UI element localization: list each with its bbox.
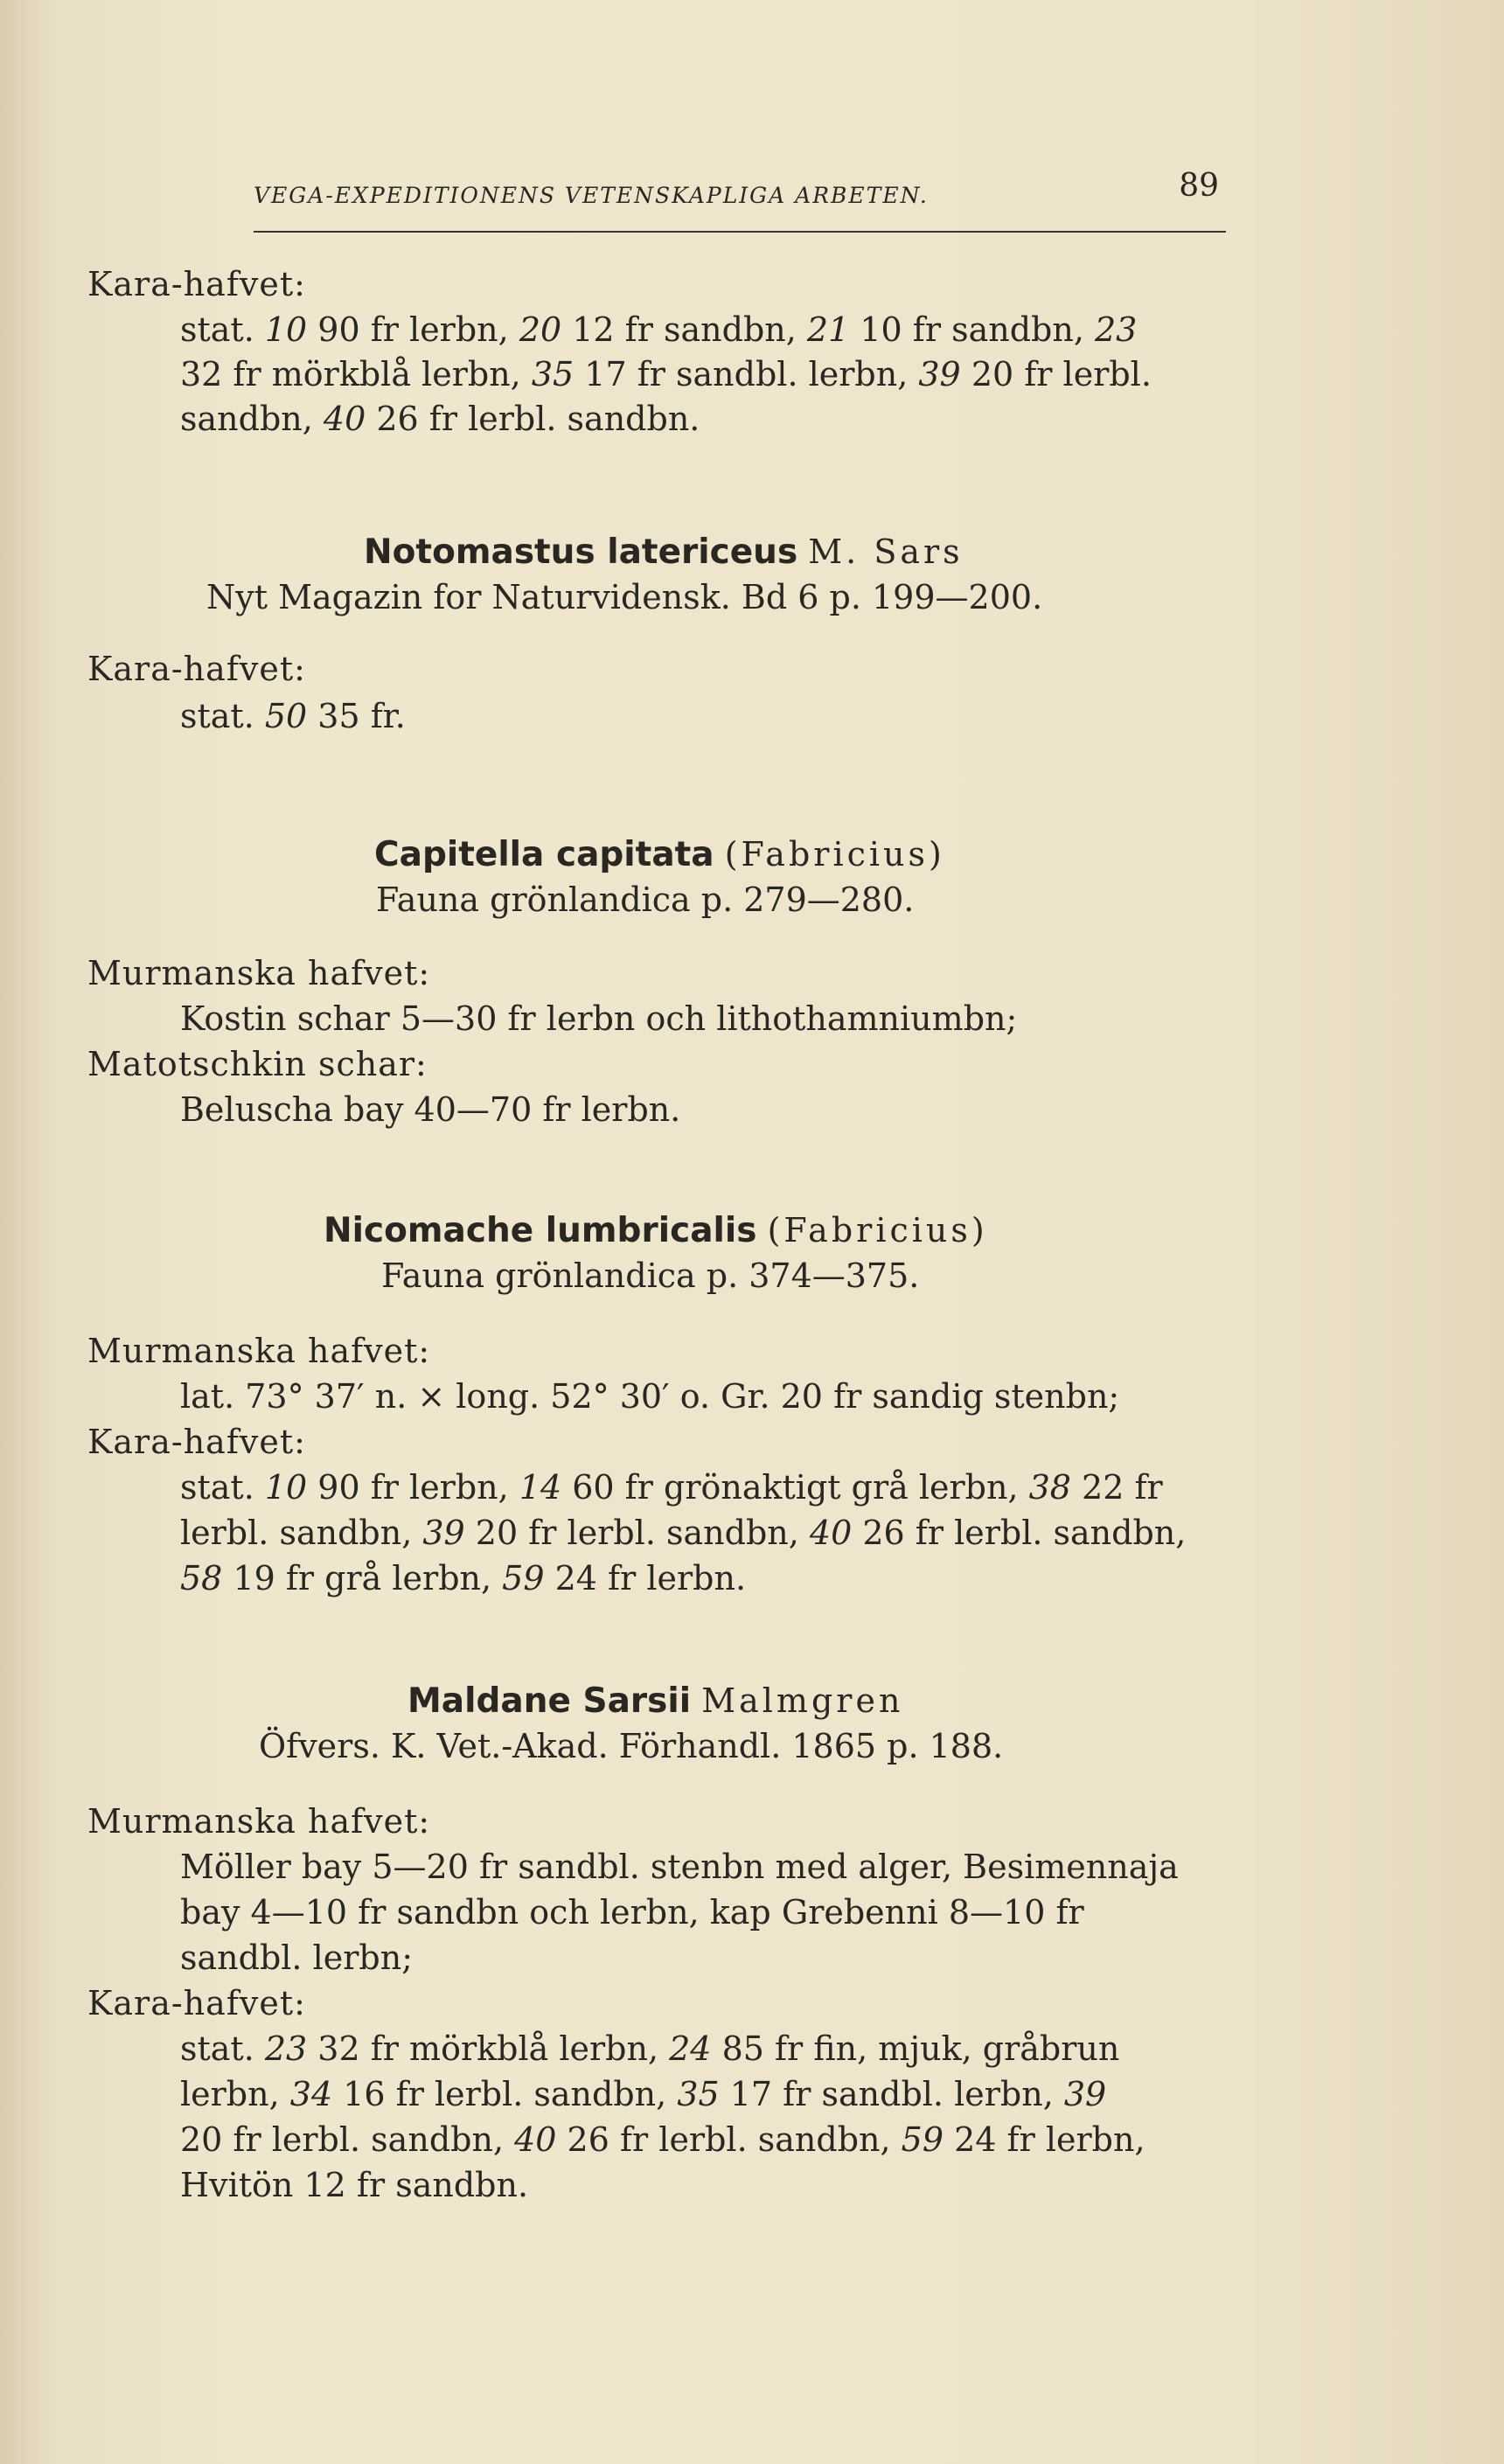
- record-line: sandbn, 40 26 fr lerbl. sandbn.: [180, 400, 700, 438]
- locality-label: Matotschkin schar:: [87, 1045, 428, 1083]
- record-line: stat. 50 35 fr.: [180, 697, 406, 735]
- record-line: Möller bay 5—20 fr sandbl. stenbn med alger, Besimennaja: [180, 1848, 1179, 1886]
- species-name: Maldane Sarsii: [407, 1681, 692, 1721]
- literature-reference: Nyt Magazin for Naturvidensk. Bd 6 p. 199—200.: [206, 578, 1043, 616]
- record-line: bay 4—10 fr sandbn och lerbn, kap Grebenni 8—10 fr: [180, 1893, 1084, 1932]
- species-author: (Fabricius): [724, 835, 945, 874]
- literature-reference: Öfvers. K. Vet.-Akad. Förhandl. 1865 p. 188.: [259, 1727, 1004, 1765]
- record-line: lat. 73° 37′ n. × long. 52° 30′ o. Gr. 20 fr sandig stenbn;: [180, 1377, 1120, 1416]
- locality-label: Murmanska hafvet:: [87, 1332, 431, 1370]
- record-line: stat. 10 90 fr lerbn, 20 12 fr sandbn, 21 10 fr sandbn, 23: [180, 310, 1138, 349]
- species-name: Notomastus latericeus: [364, 532, 798, 572]
- record-line: lerbn, 34 16 fr lerbl. sandbn, 35 17 fr sandbl. lerbn, 39: [180, 2075, 1107, 2113]
- record-line: 58 19 fr grå lerbn, 59 24 fr lerbn.: [180, 1559, 747, 1597]
- locality-label: Kara-hafvet:: [87, 265, 306, 303]
- header-rule: [254, 231, 1226, 233]
- record-line: lerbl. sandbn, 39 20 fr lerbl. sandbn, 40 26 fr lerbl. sandbn,: [180, 1514, 1187, 1552]
- page-number: 89: [1179, 168, 1219, 204]
- species-author: M. Sars: [808, 532, 964, 571]
- locality-label: Kara-hafvet:: [87, 650, 306, 688]
- species-author: Malmgren: [701, 1681, 904, 1720]
- species-author: (Fabricius): [767, 1211, 988, 1249]
- species-heading: [364, 530, 964, 574]
- record-line: Beluscha bay 40—70 fr lerbn.: [180, 1090, 681, 1129]
- species-heading: [324, 1208, 988, 1253]
- species-name: Nicomache lumbricalis: [324, 1211, 757, 1250]
- record-line: Hvitön 12 fr sandbn.: [180, 2166, 529, 2204]
- species-heading: [407, 1679, 903, 1723]
- locality-label: Murmanska hafvet:: [87, 1802, 431, 1841]
- literature-reference: Fauna grönlandica p. 279—280.: [376, 880, 915, 919]
- literature-reference: Fauna grönlandica p. 374—375.: [381, 1256, 920, 1295]
- record-line: sandbl. lerbn;: [180, 1938, 413, 1977]
- species-heading: [374, 832, 945, 877]
- record-line: Kostin schar 5—30 fr lerbn och lithothamniumbn;: [180, 999, 1018, 1038]
- locality-label: Kara-hafvet:: [87, 1423, 306, 1461]
- record-line: stat. 23 32 fr mörkblå lerbn, 24 85 fr fin, mjuk, gråbrun: [180, 2029, 1120, 2068]
- record-line: 32 fr mörkblå lerbn, 35 17 fr sandbl. lerbn, 39 20 fr lerbl.: [180, 355, 1152, 393]
- species-name: Capitella capitata: [374, 835, 714, 874]
- record-line: 20 fr lerbl. sandbn, 40 26 fr lerbl. sandbn, 59 24 fr lerbn,: [180, 2120, 1145, 2159]
- record-line: stat. 10 90 fr lerbn, 14 60 fr grönaktigt grå lerbn, 38 22 fr: [180, 1468, 1163, 1507]
- running-header: [254, 168, 1219, 210]
- locality-label: Murmanska hafvet:: [87, 954, 431, 992]
- running-title: VEGA-EXPEDITIONENS VETENSKAPLIGA ARBETEN.: [254, 183, 929, 208]
- locality-label: Kara-hafvet:: [87, 1984, 306, 2022]
